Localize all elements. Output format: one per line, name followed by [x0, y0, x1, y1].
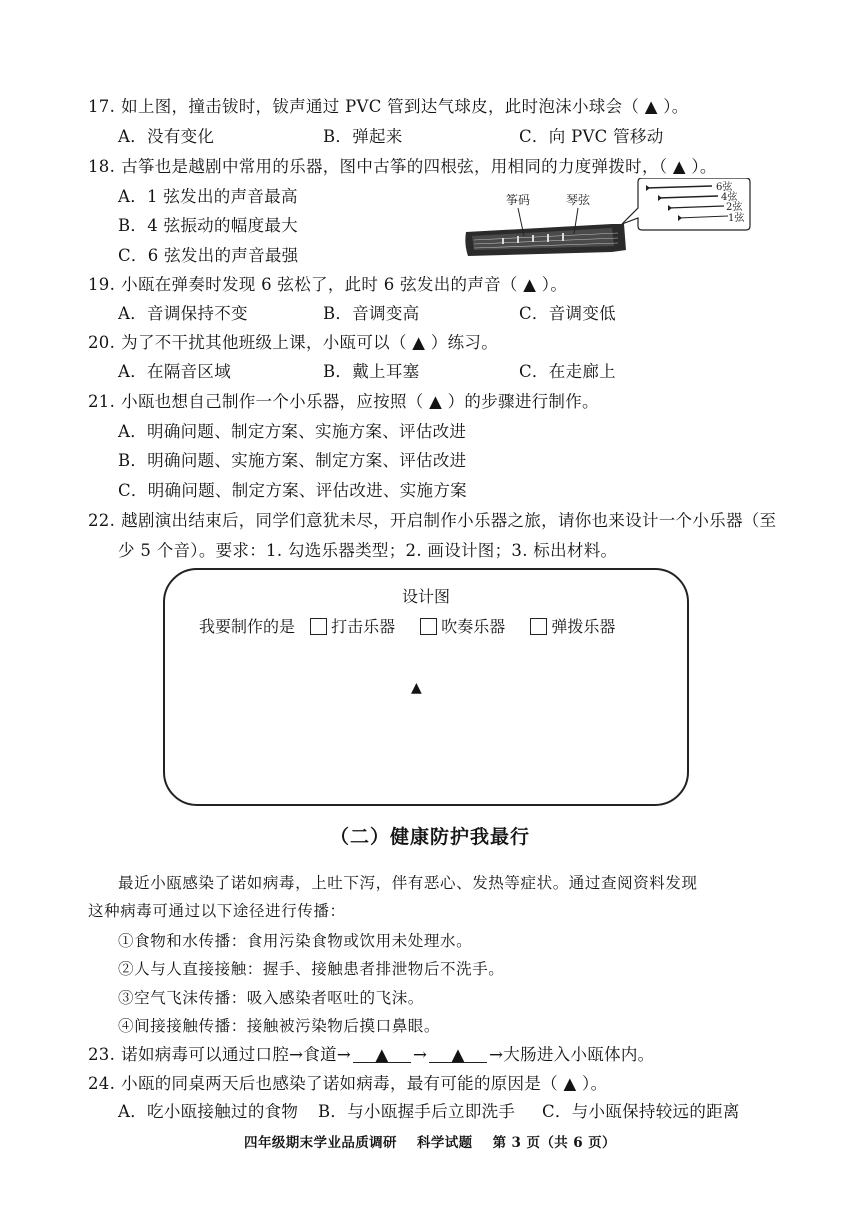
instrument-type-choices [199, 614, 615, 637]
question-number: 18. [88, 157, 116, 176]
question-stem: 如上图，撞击钹时，钹声通过 PVC 管到达气球皮，此时泡沫小球会（ ▲ ）。 [121, 97, 689, 116]
checkbox-wind[interactable] [420, 618, 437, 635]
option-a: A．吃小瓯接触过的食物 [118, 1102, 299, 1121]
option-a: A．在隔音区域 [118, 362, 232, 381]
option-c: C．在走廊上 [519, 362, 616, 381]
checkbox-plucked[interactable] [530, 618, 547, 635]
question-22 [88, 507, 776, 531]
route-3: ③空气飞沫传播：吸入感染者呕吐的飞沫。 [118, 989, 424, 1007]
option-c: C．向 PVC 管移动 [519, 127, 664, 146]
question-18 [88, 153, 717, 177]
question-21 [88, 388, 599, 412]
question-stem-line1: 越剧演出结束后，同学们意犹未尽，开启制作小乐器之旅，请你也来设计一个小乐器（至 [121, 511, 777, 530]
choice-label-plucked: 弹拨乐器 [551, 617, 616, 636]
question-24 [88, 1070, 607, 1094]
answer-blank-2[interactable]: ▲ [429, 1047, 487, 1063]
option-b: B．明确问题、实施方案、制定方案、评估改进 [118, 451, 467, 470]
string-label-2: 2弦 [726, 202, 743, 213]
question-number: 20. [88, 333, 116, 352]
label-bridge: 筝码 [506, 193, 531, 207]
question-19 [88, 271, 567, 295]
design-title: 设计图 [401, 587, 450, 606]
arrow: → [413, 1045, 428, 1064]
question-stem: 为了不干扰其他班级上课，小瓯可以（ ▲ ）练习。 [121, 333, 499, 352]
option-a: A．1 弦发出的声音最高 [118, 187, 298, 206]
route-4: ④间接接触传播：接触被污染物后摸口鼻眼。 [118, 1017, 441, 1035]
question-stem-line2: 少 5 个音）。要求：1. 勾选乐器类型；2. 画设计图；3. 标出材料。 [118, 541, 618, 560]
option-a: A．明确问题、制定方案、实施方案、评估改进 [118, 422, 467, 441]
question-stem: 古筝也是越剧中常用的乐器，图中古筝的四根弦，用相同的力度弹拨时，（ ▲ ）。 [121, 157, 717, 176]
footer-page: 第 3 页（共 6 页） [492, 1135, 616, 1151]
string-label-6: 6弦 [716, 182, 733, 193]
choice-prompt: 我要制作的是 [199, 617, 296, 636]
question-number: 22. [88, 511, 116, 530]
footer-exam: 四年级期末学业品质调研 [244, 1135, 397, 1151]
question-20 [88, 329, 498, 353]
answer-blank-1[interactable]: ▲ [353, 1047, 411, 1063]
route-2: ②人与人直接接触：握手、接触患者排泄物后不洗手。 [118, 960, 505, 978]
choice-label-percussion: 打击乐器 [331, 617, 396, 636]
option-c: C．音调变低 [519, 304, 616, 323]
design-box [163, 568, 689, 806]
option-b: B．戴上耳塞 [323, 362, 420, 381]
question-stem: 小瓯在弹奏时发现 6 弦松了，此时 6 弦发出的声音（ ▲ ）。 [121, 275, 568, 294]
option-c: C．明确问题、制定方案、评估改进、实施方案 [118, 481, 467, 500]
stem-part1: 诺如病毒可以通过口腔→食道→ [121, 1045, 351, 1064]
question-stem: 小瓯的同桌两天后也感染了诺如病毒，最有可能的原因是（ ▲ ）。 [121, 1074, 608, 1093]
section-title: （二）健康防护我最行 [329, 826, 530, 848]
stem-part2: →大肠进入小瓯体内。 [489, 1045, 655, 1064]
choice-label-wind: 吹奏乐器 [441, 617, 506, 636]
option-b: B．与小瓯握手后立即洗手 [318, 1102, 516, 1121]
intro-line2: 这种病毒可通过以下途径进行传播： [88, 902, 346, 920]
option-b: B．弹起来 [323, 127, 403, 146]
checkbox-percussion[interactable] [310, 618, 327, 635]
intro-line1: 最近小瓯感染了诺如病毒，上吐下泻，伴有恶心、发热等症状。通过查阅资料发现 [118, 874, 698, 892]
option-a: A．没有变化 [118, 127, 215, 146]
question-number: 19. [88, 275, 116, 294]
label-string: 琴弦 [566, 193, 591, 207]
page-footer [0, 1131, 860, 1151]
option-c: C．6 弦发出的声音最强 [118, 246, 299, 265]
option-c: C．与小瓯保持较远的距离 [542, 1102, 740, 1121]
string-label-4: 4弦 [721, 192, 738, 203]
option-b: B．4 弦振动的幅度最大 [118, 216, 298, 235]
answer-mark: ▲ [411, 680, 422, 696]
footer-subject: 科学试题 [416, 1135, 473, 1151]
question-23 [88, 1041, 654, 1065]
guzheng-figure [462, 178, 752, 262]
question-number: 23. [88, 1045, 116, 1064]
option-b: B．音调变高 [323, 304, 420, 323]
question-stem: 小瓯也想自己制作一个小乐器，应按照（ ▲ ）的步骤进行制作。 [121, 392, 599, 411]
question-17 [88, 93, 689, 117]
question-number: 21. [88, 392, 116, 411]
question-number: 24. [88, 1074, 116, 1093]
option-a: A．音调保持不变 [118, 304, 248, 323]
string-label-1: 1弦 [728, 213, 745, 224]
route-1: ①食物和水传播：食用污染食物或饮用未处理水。 [118, 932, 473, 950]
question-number: 17. [88, 97, 116, 116]
